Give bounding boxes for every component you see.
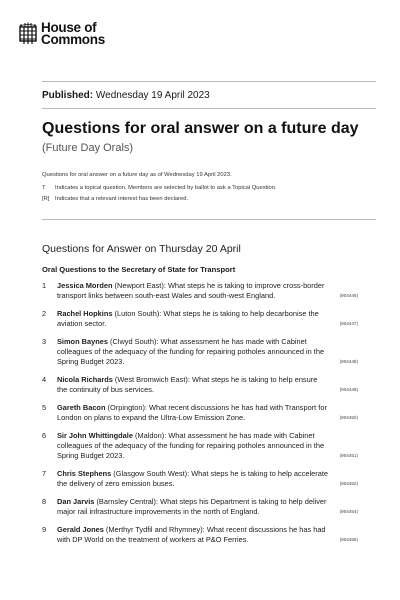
brand-line-2: Commons: [41, 32, 105, 47]
constituency: (Orpington):: [107, 403, 147, 412]
question-number: 2: [42, 309, 47, 318]
question-item: [42, 525, 360, 545]
member-name: Jessica Morden: [57, 281, 113, 290]
question-number: 6: [42, 431, 47, 440]
member-name: Dan Jarvis: [57, 497, 95, 506]
question-reference: (904454): [339, 509, 358, 514]
question-item: [42, 375, 360, 395]
question-body: [57, 281, 329, 301]
question-body: [57, 431, 329, 461]
member-name: Rachel Hopkins: [57, 309, 113, 318]
question-text: What recent discussions he has had with Transport for London on plans to expand the Ultra-Low Emission Zone.: [57, 403, 327, 422]
question-body: [57, 525, 329, 545]
constituency: (Merthyr Tydfil and Rhymney):: [105, 525, 205, 534]
top-divider: [42, 81, 376, 82]
key-text: Indicates a topical question. Members are selected by ballot to ask a Topical Question.: [55, 185, 277, 191]
member-name: Gareth Bacon: [57, 403, 106, 412]
question-number: 9: [42, 525, 47, 534]
constituency: (Glasgow South West):: [113, 469, 190, 478]
member-name: Nicola Richards: [57, 375, 113, 384]
constituency: (Newport East):: [114, 281, 166, 290]
question-body: [57, 497, 329, 517]
published-line: [42, 90, 210, 101]
question-body: [57, 309, 329, 329]
question-item: [42, 309, 360, 329]
section-heading: Questions for Answer on Thursday 20 April: [42, 243, 241, 255]
question-text: What steps he is taking to help ensure the continuity of bus services.: [57, 375, 318, 394]
question-body: [57, 403, 329, 423]
question-item: [42, 431, 360, 461]
member-name: Sir John Whittingdale: [57, 431, 133, 440]
key-symbol: [R]: [42, 196, 50, 202]
question-item: [42, 403, 360, 423]
question-reference: (904455): [339, 537, 358, 542]
question-body: [57, 337, 329, 367]
question-item: [42, 469, 360, 489]
key-item-topical: [42, 185, 277, 191]
question-reference: (904447): [339, 321, 358, 326]
question-number: 5: [42, 403, 47, 412]
question-number: 7: [42, 469, 47, 478]
constituency: (West Bromwich East):: [114, 375, 190, 384]
intro-text: Questions for oral answer on a future day as of Wednesday 19 April 2023.: [42, 172, 232, 178]
question-text: What assessment he has made with Cabinet colleagues of the adequacy of the funding for repairing potholes announced in the Spring Budget 2023.: [57, 337, 325, 366]
question-text: What recent discussions he has had with DP World on the treatment of workers at P&O Ferries.: [57, 525, 326, 544]
question-body: [57, 375, 329, 395]
question-reference: (904451): [339, 453, 358, 458]
question-number: 3: [42, 337, 47, 346]
question-number: 8: [42, 497, 47, 506]
question-body: [57, 469, 329, 489]
page-title: Questions for oral answer on a future day: [42, 120, 359, 137]
question-number: 1: [42, 281, 47, 290]
key-text: Indicates that a relevant interest has been declared.: [55, 196, 189, 202]
question-text: What steps he is taking to help accelerate the delivery of zero emission buses.: [57, 469, 329, 488]
member-name: Gerald Jones: [57, 525, 104, 534]
published-label: Published:: [42, 90, 94, 101]
house-of-commons-logo: [19, 22, 105, 46]
constituency: (Clwyd South):: [110, 337, 159, 346]
question-item: [42, 281, 360, 301]
question-number: 4: [42, 375, 47, 384]
question-reference: (904450): [339, 415, 358, 420]
question-reference: (904448): [339, 359, 358, 364]
key-symbol: T: [42, 185, 46, 191]
brand-line-1: House of: [41, 20, 97, 35]
department-heading: Oral Questions to the Secretary of State for Transport: [42, 265, 236, 274]
question-item: [42, 337, 360, 367]
question-reference: (904449): [339, 387, 358, 392]
question-text: What steps he is taking to improve cross-border transport links between south-east Wales and south-west England.: [57, 281, 325, 300]
question-text: What steps he is taking to help decarbonise the aviation sector.: [57, 309, 319, 328]
question-reference: (904446): [339, 293, 358, 298]
published-date: Wednesday 19 April 2023: [95, 90, 210, 101]
key-divider: [42, 219, 376, 220]
key-item-interest: [42, 196, 188, 202]
question-text: What steps his Department is taking to help deliver major rail infrastructure improvements in the north of England.: [57, 497, 327, 516]
portcullis-icon: [19, 22, 37, 46]
constituency: (Luton South):: [114, 309, 162, 318]
member-name: Chris Stephens: [57, 469, 112, 478]
question-reference: (904452): [339, 481, 358, 486]
member-name: Simon Baynes: [57, 337, 108, 346]
brand-wordmark: [41, 22, 105, 46]
published-divider: [42, 108, 376, 109]
constituency: (Barnsley Central):: [96, 497, 159, 506]
question-item: [42, 497, 360, 517]
question-text: What assessment he has made with Cabinet colleagues of the adequacy of the funding for repairing potholes announced in the Spring Budget 2023.: [57, 431, 325, 460]
constituency: (Maldon):: [135, 431, 167, 440]
question-list: [42, 281, 360, 545]
page-subtitle: (Future Day Orals): [42, 142, 134, 154]
